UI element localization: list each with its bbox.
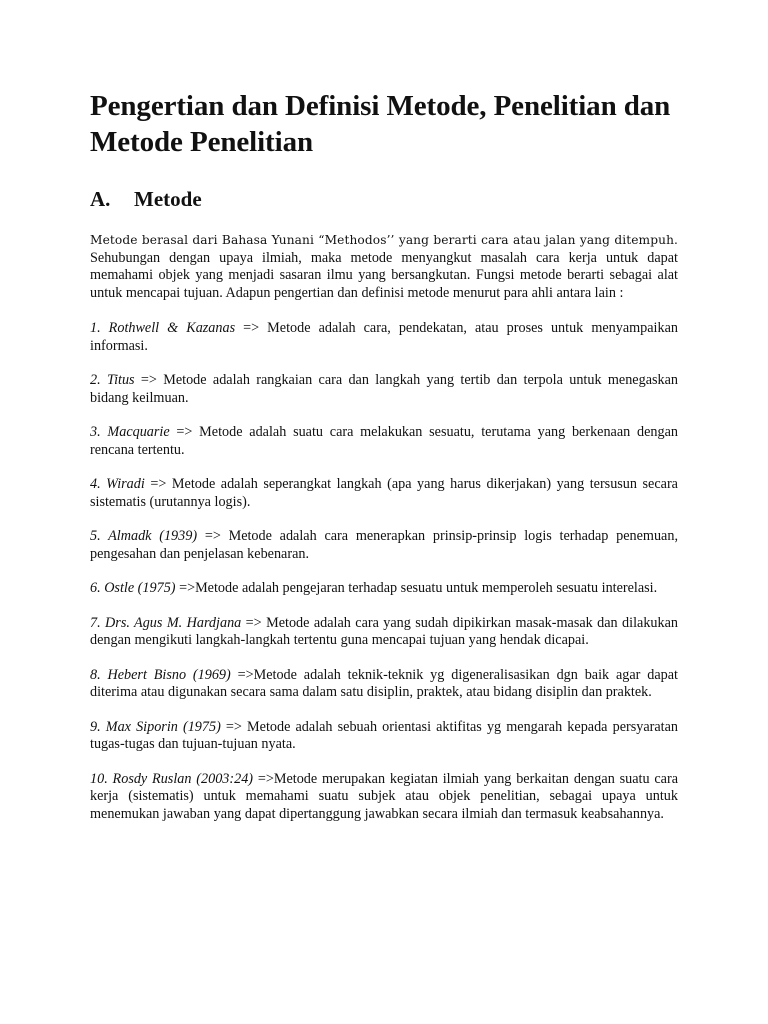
document-title: Pengertian dan Definisi Metode, Penelitian dan Metode Penelitian — [90, 90, 671, 158]
intro-first-line: Metode berasal dari Bahasa Yunani “Methodos’’ yang berarti cara atau jalan yang ditempuh. — [90, 233, 678, 247]
definition-item — [90, 476, 678, 511]
definition-item — [90, 615, 678, 650]
definition-item — [90, 528, 678, 563]
definition-text: =>Metode merupakan kegiatan ilmiah yang berkaitan dengan suatu cara kerja (sistematis) untuk memahami suatu subjek atau objek penelitian, sebagai upaya untuk menemukan jawaban yang dapat dipertanggung jawabkan secara ilmiah dan termasuk keabsahannya. — [90, 770, 678, 822]
intro-paragraph — [90, 232, 678, 302]
definition-author: 6. Ostle (1975) — [90, 580, 176, 596]
definition-text: => Metode adalah cara yang sudah dipikirkan masak-masak dan dilakukan dengan mengikuti langkah-langkah tertentu guna mencapai tujuan yang hendak dicapai. — [90, 614, 678, 648]
definition-item — [90, 771, 678, 824]
definition-author: 5. Almadk (1939) — [90, 528, 198, 544]
definition-text: => Metode adalah cara menerapkan prinsip-prinsip logis terhadap penemuan, pengesahan dan penjelasan kebenaran. — [90, 528, 678, 562]
definition-item — [90, 719, 678, 754]
definition-author: 7. Drs. Agus M. Hardjana — [90, 614, 242, 631]
definition-author: 2. Titus — [90, 372, 135, 388]
definition-text: => Metode adalah seperangkat langkah (apa yang harus dikerjakan) yang tersusun secara sistematis (urutannya logis). — [90, 476, 678, 510]
definition-item — [90, 320, 678, 355]
definition-author: 1. Rothwell & Kazanas — [90, 320, 236, 336]
definition-author: 3. Macquarie — [90, 424, 170, 440]
section-letter: A. — [90, 187, 111, 211]
definition-text: =>Metode adalah teknik-teknik yg digeneralisasikan dgn baik agar dapat diterima atau digunakan secara sama dalam satu disiplin, praktek, atau bidang disiplin dan praktek. — [90, 666, 678, 700]
definition-author: 10. Rosdy Ruslan (2003:24) — [90, 770, 254, 787]
definition-text: => Metode adalah rangkaian cara dan langkah yang tertib dan terpola untuk menegaskan bidang keilmuan. — [90, 372, 678, 406]
definition-author: 4. Wiradi — [90, 476, 145, 492]
definition-text: => Metode adalah sebuah orientasi aktifitas yg mengarah kepada persyaratan tugas-tugas dan tujuan-tujuan nyata. — [90, 718, 678, 752]
definition-text: => Metode adalah suatu cara melakukan sesuatu, terutama yang berkenaan dengan rencana tertentu. — [90, 424, 678, 458]
definition-author: 8. Hebert Bisno (1969) — [90, 666, 231, 683]
definition-item — [90, 667, 678, 702]
section-title: Metode — [134, 187, 202, 211]
definition-text: =>Metode adalah pengejaran terhadap sesuatu untuk memperoleh sesuatu interelasi. — [175, 580, 658, 596]
definition-item — [90, 424, 678, 459]
section-heading — [90, 186, 678, 212]
intro-rest: Sehubungan dengan upaya ilmiah, maka metode menyangkut masalah cara kerja untuk dapat memahami objek yang menjadi sasaran ilmu yang bersangkutan. Fungsi metode berarti sebagai alat untuk mencapai tujuan. Adapun pengertian dan definisi metode menurut para ahli antara lain : — [90, 249, 678, 301]
definition-author: 9. Max Siporin (1975) — [90, 718, 221, 735]
definition-item — [90, 580, 678, 598]
definition-text: => Metode adalah cara, pendekatan, atau proses untuk menyampaikan informasi. — [90, 320, 678, 354]
definition-item — [90, 372, 678, 407]
definition-list — [90, 320, 678, 823]
